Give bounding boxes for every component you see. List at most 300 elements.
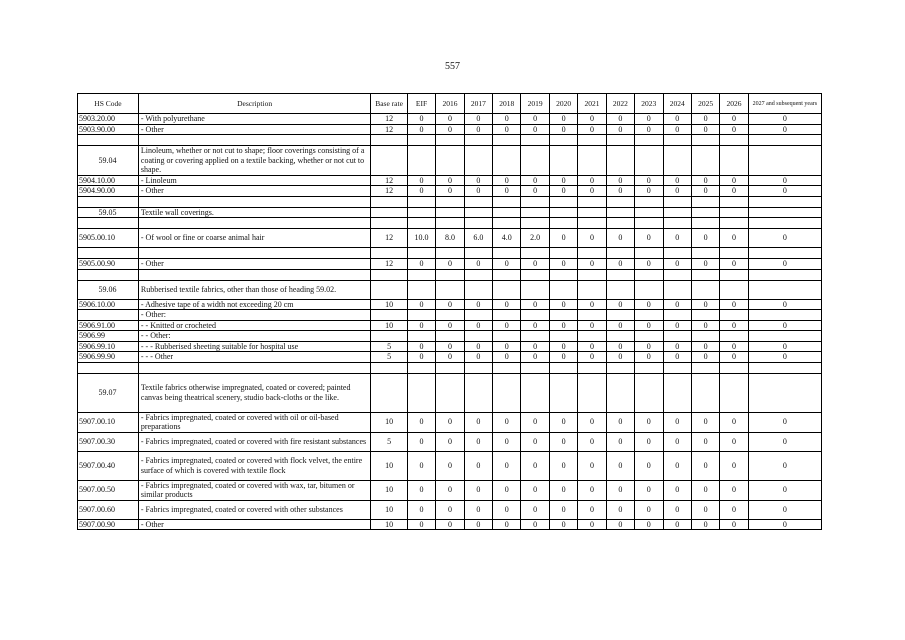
empty-cell [493,269,521,280]
rate-cell [493,146,521,176]
rate-cell: 0 [606,175,634,186]
rate-cell [521,373,549,412]
rate-cell: 0 [663,229,691,248]
rate-cell: 0 [493,352,521,363]
tariff-line-row [78,114,822,125]
description-cell: - - Other: [138,331,370,342]
empty-cell [578,248,606,259]
rate-cell [606,280,634,299]
rate-cell: 0 [578,480,606,500]
header-hs-code: HS Code [78,94,139,114]
rate-cell: 0 [691,229,719,248]
empty-cell [464,218,492,229]
rate-cell: 0 [691,341,719,352]
rate-cell: 0 [748,299,821,310]
empty-cell [635,218,663,229]
rate-cell: 0 [578,186,606,197]
empty-cell [436,269,464,280]
rate-cell: 0 [720,480,748,500]
empty-cell [748,135,821,146]
empty-cell [578,218,606,229]
rate-cell: 0 [720,500,748,519]
rate-cell: 0 [521,480,549,500]
rate-cell [691,373,719,412]
rate-cell [578,146,606,176]
base-rate-cell: 10 [371,500,408,519]
description-cell: - Fabrics impregnated, coated or covered with oil or oil-based preparations [138,412,370,432]
base-rate-cell [371,146,408,176]
empty-cell [371,196,408,207]
empty-cell [748,269,821,280]
rate-cell: 0 [521,320,549,331]
rate-cell: 0 [635,175,663,186]
rate-cell [691,207,719,218]
rate-cell: 0 [493,451,521,480]
rate-cell: 0 [436,186,464,197]
rate-cell: 0 [635,500,663,519]
empty-cell [578,269,606,280]
rate-cell: 0 [407,259,435,270]
rate-cell: 0 [720,186,748,197]
base-rate-cell [371,207,408,218]
rate-cell: 0 [493,412,521,432]
hs-code-cell: 5906.99.10 [78,341,139,352]
empty-cell [663,218,691,229]
rate-cell [691,146,719,176]
empty-cell [663,135,691,146]
rate-cell: 0 [635,432,663,451]
rate-cell: 0 [407,432,435,451]
rate-cell: 0 [635,352,663,363]
rate-cell [549,280,577,299]
rate-cell: 0 [521,341,549,352]
header-year: 2022 [606,94,634,114]
empty-cell [606,269,634,280]
rate-cell: 0 [663,259,691,270]
hs-code-cell: 59.06 [78,280,139,299]
rate-cell: 0 [578,352,606,363]
rate-cell: 0 [407,412,435,432]
empty-cell [720,269,748,280]
header-row [78,94,822,114]
rate-cell [578,207,606,218]
rate-cell: 0 [464,186,492,197]
rate-cell [635,280,663,299]
hs-code-cell [78,310,139,321]
rate-cell: 0 [606,352,634,363]
rate-cell: 0 [436,114,464,125]
empty-cell [691,135,719,146]
rate-cell: 8.0 [436,229,464,248]
rate-cell: 0 [436,320,464,331]
empty-cell [436,196,464,207]
empty-cell [549,248,577,259]
empty-cell [635,269,663,280]
rate-cell: 0 [748,186,821,197]
rate-cell: 0 [606,412,634,432]
spacer-row [78,362,822,373]
rate-cell: 0 [691,451,719,480]
rate-cell [493,310,521,321]
description-cell: - - Knitted or crocheted [138,320,370,331]
empty-cell [578,135,606,146]
empty-cell [407,135,435,146]
rate-cell: 0 [663,480,691,500]
rate-cell: 0 [720,412,748,432]
rate-cell: 0 [691,352,719,363]
tariff-line-row [78,259,822,270]
rate-cell: 0 [663,500,691,519]
rate-cell: 0 [407,451,435,480]
empty-cell [691,248,719,259]
rate-cell [635,146,663,176]
rate-cell: 0 [720,114,748,125]
rate-cell: 2.0 [521,229,549,248]
rate-cell [748,146,821,176]
base-rate-cell: 10 [371,320,408,331]
base-rate-cell [371,280,408,299]
base-rate-cell: 12 [371,186,408,197]
rate-cell: 0 [464,480,492,500]
header-year: 2023 [635,94,663,114]
rate-cell [635,207,663,218]
rate-cell: 0 [578,114,606,125]
rate-cell [720,146,748,176]
rate-cell [521,310,549,321]
rate-cell [748,373,821,412]
rate-cell [493,373,521,412]
rate-cell [635,331,663,342]
rate-cell: 0 [663,186,691,197]
empty-cell [371,218,408,229]
description-cell: - Fabrics impregnated, coated or covered with flock velvet, the entire surface of which is covered with textile flock [138,451,370,480]
rate-cell [720,331,748,342]
spacer-row [78,135,822,146]
rate-cell: 0 [521,114,549,125]
rate-cell: 0 [748,124,821,135]
empty-cell [663,362,691,373]
rate-cell: 0 [493,519,521,530]
description-cell: - - - Rubberised sheeting suitable for hospital use [138,341,370,352]
rate-cell: 0 [549,432,577,451]
subheading-row [78,310,822,321]
empty-cell [691,196,719,207]
empty-cell [521,248,549,259]
rate-cell [606,310,634,321]
rate-cell: 0 [407,114,435,125]
empty-cell [407,362,435,373]
empty-cell [635,196,663,207]
rate-cell: 0 [720,320,748,331]
rate-cell: 0 [407,352,435,363]
description-cell: - Adhesive tape of a width not exceeding 20 cm [138,299,370,310]
rate-cell [549,331,577,342]
rate-cell: 0 [663,341,691,352]
rate-cell: 0 [549,186,577,197]
empty-cell [464,269,492,280]
rate-cell: 0 [436,299,464,310]
empty-cell [436,218,464,229]
tariff-line-row [78,299,822,310]
rate-cell [521,331,549,342]
rate-cell [748,280,821,299]
rate-cell: 0 [635,299,663,310]
rate-cell: 0 [606,480,634,500]
rate-cell [549,146,577,176]
rate-cell [691,310,719,321]
rate-cell: 0 [606,451,634,480]
empty-cell [78,196,139,207]
rate-cell: 0 [407,186,435,197]
rate-cell: 0 [407,500,435,519]
description-cell: Textile wall coverings. [138,207,370,218]
empty-cell [493,362,521,373]
rate-cell: 0 [578,432,606,451]
empty-cell [521,135,549,146]
description-cell: - - - Other [138,352,370,363]
rate-cell: 0 [549,124,577,135]
base-rate-cell: 5 [371,341,408,352]
rate-cell: 0 [464,175,492,186]
rate-cell [720,373,748,412]
spacer-row [78,218,822,229]
rate-cell: 0 [521,432,549,451]
header-year: 2017 [464,94,492,114]
rate-cell: 0 [663,320,691,331]
rate-cell: 0 [720,124,748,135]
tariff-schedule-table [77,93,822,530]
heading-row [78,280,822,299]
rate-cell: 0 [606,341,634,352]
rate-cell: 0 [549,519,577,530]
rate-cell [407,373,435,412]
description-cell: - Other [138,186,370,197]
rate-cell: 4.0 [493,229,521,248]
rate-cell: 0 [663,451,691,480]
empty-cell [521,218,549,229]
rate-cell: 0 [436,341,464,352]
rate-cell [407,310,435,321]
base-rate-cell: 5 [371,352,408,363]
rate-cell: 0 [635,114,663,125]
rate-cell: 0 [578,124,606,135]
subheading-row [78,331,822,342]
tariff-line-row [78,519,822,530]
rate-cell: 0 [521,175,549,186]
empty-cell [663,269,691,280]
empty-cell [549,269,577,280]
description-cell: - With polyurethane [138,114,370,125]
rate-cell [606,146,634,176]
empty-cell [371,362,408,373]
rate-cell: 0 [549,412,577,432]
rate-cell: 0 [720,451,748,480]
rate-cell: 0 [748,114,821,125]
header-year: 2025 [691,94,719,114]
rate-cell: 0 [549,352,577,363]
rate-cell: 0 [606,320,634,331]
empty-cell [521,362,549,373]
rate-cell: 0 [691,175,719,186]
rate-cell: 0 [635,124,663,135]
rate-cell: 0 [663,412,691,432]
empty-cell [521,269,549,280]
rate-cell: 0 [549,480,577,500]
base-rate-cell: 10 [371,299,408,310]
empty-cell [138,248,370,259]
hs-code-cell: 5907.00.40 [78,451,139,480]
rate-cell: 0 [521,259,549,270]
rate-cell: 0 [549,320,577,331]
rate-cell: 0 [521,500,549,519]
description-cell: - Other [138,124,370,135]
rate-cell [748,207,821,218]
empty-cell [436,362,464,373]
rate-cell: 0 [720,229,748,248]
rate-cell: 0 [691,480,719,500]
rate-cell [436,331,464,342]
description-cell: - Other [138,519,370,530]
rate-cell [663,310,691,321]
empty-cell [464,135,492,146]
rate-cell [606,331,634,342]
rate-cell [436,280,464,299]
description-cell: - Other: [138,310,370,321]
empty-cell [720,218,748,229]
header-year: 2018 [493,94,521,114]
rate-cell [407,331,435,342]
rate-cell: 0 [578,341,606,352]
rate-cell: 0 [748,352,821,363]
rate-cell: 0 [691,259,719,270]
hs-code-cell: 5907.00.90 [78,519,139,530]
rate-cell: 0 [635,186,663,197]
hs-code-cell: 5903.20.00 [78,114,139,125]
rate-cell: 0 [635,480,663,500]
rate-cell: 0 [748,519,821,530]
rate-cell: 0 [464,341,492,352]
rate-cell: 0 [464,432,492,451]
rate-cell: 0 [578,412,606,432]
empty-cell [748,248,821,259]
rate-cell: 0 [720,432,748,451]
hs-code-cell: 5907.00.10 [78,412,139,432]
rate-cell: 0 [663,432,691,451]
heading-row [78,373,822,412]
header-year: 2024 [663,94,691,114]
empty-cell [407,269,435,280]
rate-cell [663,373,691,412]
rate-cell [720,207,748,218]
rate-cell: 0 [436,352,464,363]
rate-cell: 0 [464,114,492,125]
rate-cell: 0 [720,519,748,530]
rate-cell: 0 [521,124,549,135]
rate-cell: 0 [691,500,719,519]
rate-cell [493,207,521,218]
empty-cell [371,269,408,280]
rate-cell: 0 [748,480,821,500]
empty-cell [78,362,139,373]
empty-cell [371,248,408,259]
tariff-line-row [78,229,822,248]
hs-code-cell: 59.07 [78,373,139,412]
rate-cell [464,146,492,176]
header-year: 2021 [578,94,606,114]
rate-cell [549,310,577,321]
empty-cell [436,135,464,146]
empty-cell [371,135,408,146]
rate-cell [606,373,634,412]
rate-cell: 0 [464,299,492,310]
rate-cell [493,331,521,342]
empty-cell [635,362,663,373]
empty-cell [578,196,606,207]
rate-cell: 0 [436,451,464,480]
empty-cell [549,218,577,229]
empty-cell [138,135,370,146]
empty-cell [748,362,821,373]
rate-cell: 0 [663,352,691,363]
page-number: 557 [445,61,460,72]
rate-cell [436,373,464,412]
rate-cell: 0 [549,259,577,270]
rate-cell: 0 [521,352,549,363]
empty-cell [493,248,521,259]
rate-cell: 0 [493,500,521,519]
rate-cell: 0 [549,341,577,352]
empty-cell [549,196,577,207]
rate-cell: 0 [720,352,748,363]
header-year: 2016 [436,94,464,114]
rate-cell [493,280,521,299]
rate-cell: 0 [578,175,606,186]
heading-row [78,207,822,218]
empty-cell [407,196,435,207]
rate-cell: 0 [521,412,549,432]
rate-cell: 0 [493,299,521,310]
rate-cell [464,373,492,412]
description-cell: - Fabrics impregnated, coated or covered with fire resistant substances [138,432,370,451]
rate-cell: 0 [635,451,663,480]
rate-cell: 10.0 [407,229,435,248]
rate-cell: 0 [748,500,821,519]
hs-code-cell: 5906.91.00 [78,320,139,331]
base-rate-cell: 10 [371,519,408,530]
rate-cell [578,373,606,412]
empty-cell [663,248,691,259]
rate-cell: 0 [663,299,691,310]
rate-cell [407,146,435,176]
rate-cell [691,331,719,342]
empty-cell [606,196,634,207]
rate-cell [407,207,435,218]
rate-cell [549,207,577,218]
rate-cell [436,310,464,321]
rate-cell [464,207,492,218]
description-cell: Textile fabrics otherwise impregnated, coated or covered; painted canvas being theatrical scenery, studio back-cloths or the like. [138,373,370,412]
rate-cell: 0 [663,175,691,186]
hs-code-cell: 5905.00.10 [78,229,139,248]
description-cell: Rubberised textile fabrics, other than those of heading 59.02. [138,280,370,299]
rate-cell [549,373,577,412]
rate-cell: 0 [691,186,719,197]
empty-cell [138,269,370,280]
description-cell: - Other [138,259,370,270]
rate-cell: 0 [493,186,521,197]
rate-cell: 0 [606,259,634,270]
rate-cell: 0 [436,175,464,186]
